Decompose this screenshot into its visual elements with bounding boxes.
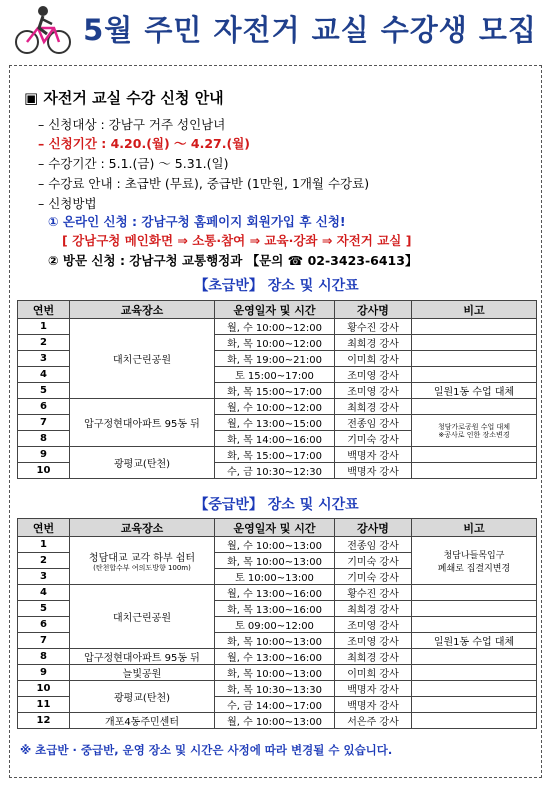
place-cell: 개포4동주민센터 bbox=[70, 713, 215, 729]
remark-cell bbox=[412, 697, 537, 713]
place-cell: 대치근린공원 bbox=[70, 585, 215, 649]
intermediate-table-title: 【중급반】 장소 및 시간표 bbox=[194, 497, 359, 513]
instructor-cell: 조미영 강사 bbox=[335, 633, 412, 649]
schedule-cell: 월, 수 10:00~13:00 bbox=[215, 537, 335, 553]
place-name: 청담대교 교각 하부 쉼터 bbox=[88, 553, 196, 564]
row-no: 10 bbox=[18, 681, 70, 697]
row-no: 8 bbox=[18, 431, 70, 447]
col-place: 교육장소 bbox=[70, 301, 215, 319]
row-no: 7 bbox=[18, 633, 70, 649]
instructor-cell: 이미희 강사 bbox=[335, 351, 412, 367]
instructor-cell: 조미영 강사 bbox=[335, 367, 412, 383]
instructor-cell: 조미영 강사 bbox=[335, 617, 412, 633]
instructor-cell: 최희경 강사 bbox=[335, 335, 412, 351]
instructor-cell: 최희경 강사 bbox=[335, 649, 412, 665]
remark-cell: 일원1동 수업 대체 bbox=[412, 633, 537, 649]
target-line: – 신청대상 : 강남구 거주 성인남녀 bbox=[38, 117, 226, 132]
remark-line: 폐쇄로 집결지변경 bbox=[437, 563, 511, 574]
schedule-cell: 월, 수 10:00~12:00 bbox=[215, 399, 335, 415]
remark-cell bbox=[412, 463, 537, 479]
schedule-cell: 화, 목 15:00~17:00 bbox=[215, 447, 335, 463]
place-cell: 대치근린공원 bbox=[70, 319, 215, 399]
schedule-cell: 화, 목 13:00~16:00 bbox=[215, 601, 335, 617]
col-no: 연번 bbox=[18, 519, 70, 537]
notice-heading: ▣ 자전거 교실 수강 신청 안내 bbox=[24, 89, 224, 107]
schedule-cell: 월, 수 13:00~15:00 bbox=[215, 415, 335, 431]
schedule-cell: 월, 수 13:00~16:00 bbox=[215, 585, 335, 601]
instructor-cell: 조미영 강사 bbox=[335, 383, 412, 399]
instructor-cell: 전종임 강사 bbox=[335, 415, 412, 431]
beginner-table bbox=[17, 300, 537, 479]
row-no: 9 bbox=[18, 447, 70, 463]
instructor-cell: 백명자 강사 bbox=[335, 447, 412, 463]
schedule-cell: 화, 목 19:00~21:00 bbox=[215, 351, 335, 367]
instructor-cell: 최희경 강사 bbox=[335, 399, 412, 415]
table-row bbox=[18, 447, 537, 463]
remark-line: ※공사로 인한 장소변경 bbox=[438, 430, 510, 439]
col-remark: 비고 bbox=[412, 519, 537, 537]
schedule-cell: 토 09:00~12:00 bbox=[215, 617, 335, 633]
remark-cell bbox=[412, 415, 537, 447]
col-schedule: 운영일자 및 시간 bbox=[215, 301, 335, 319]
table-row bbox=[18, 665, 537, 681]
table-header-row bbox=[18, 301, 537, 319]
row-no: 9 bbox=[18, 665, 70, 681]
remark-cell bbox=[412, 585, 537, 601]
remark-cell bbox=[412, 713, 537, 729]
instructor-cell: 서은주 강사 bbox=[335, 713, 412, 729]
row-no: 3 bbox=[18, 569, 70, 585]
row-no: 1 bbox=[18, 537, 70, 553]
row-no: 6 bbox=[18, 617, 70, 633]
page-title: 5월 주민 자전거 교실 수강생 모집 bbox=[83, 13, 537, 47]
remark-cell bbox=[412, 681, 537, 697]
instructor-cell: 이미희 강사 bbox=[335, 665, 412, 681]
schedule-cell: 월, 수 10:00~13:00 bbox=[215, 713, 335, 729]
cyclist-icon bbox=[14, 4, 72, 56]
online-apply-line: ① 온라인 신청 : 강남구청 홈페이지 회원가입 후 신청! bbox=[48, 214, 346, 229]
row-no: 7 bbox=[18, 415, 70, 431]
table-row bbox=[18, 319, 537, 335]
table-row bbox=[18, 681, 537, 697]
schedule-cell: 수, 금 14:00~17:00 bbox=[215, 697, 335, 713]
schedule-cell: 월, 수 10:00~12:00 bbox=[215, 319, 335, 335]
instructor-cell: 기미숙 강사 bbox=[335, 431, 412, 447]
instructor-cell: 최희경 강사 bbox=[335, 601, 412, 617]
schedule-cell: 토 15:00~17:00 bbox=[215, 367, 335, 383]
remark-line: 청담가로공원 수업 대체 bbox=[437, 422, 511, 431]
row-no: 6 bbox=[18, 399, 70, 415]
table-header-row bbox=[18, 519, 537, 537]
instructor-cell: 전종임 강사 bbox=[335, 537, 412, 553]
place-cell: 압구정현대아파트 95동 뒤 bbox=[70, 649, 215, 665]
row-no: 8 bbox=[18, 649, 70, 665]
method-line: – 신청방법 bbox=[38, 196, 97, 211]
schedule-cell: 화, 목 10:00~13:00 bbox=[215, 633, 335, 649]
row-no: 10 bbox=[18, 463, 70, 479]
remark-cell bbox=[412, 601, 537, 617]
schedule-cell: 화, 목 14:00~16:00 bbox=[215, 431, 335, 447]
col-remark: 비고 bbox=[412, 301, 537, 319]
instructor-cell: 기미숙 강사 bbox=[335, 569, 412, 585]
instructor-cell: 백명자 강사 bbox=[335, 463, 412, 479]
row-no: 3 bbox=[18, 351, 70, 367]
schedule-cell: 화, 목 15:00~17:00 bbox=[215, 383, 335, 399]
place-cell: 늘빛공원 bbox=[70, 665, 215, 681]
schedule-cell: 수, 금 10:30~12:30 bbox=[215, 463, 335, 479]
apply-period-line: – 신청기간 : 4.20.(월) ～ 4.27.(월) bbox=[38, 136, 250, 151]
row-no: 5 bbox=[18, 383, 70, 399]
place-cell: 광평교(탄천) bbox=[70, 681, 215, 713]
instructor-cell: 백명자 강사 bbox=[335, 681, 412, 697]
remark-line: 청담나들목입구 bbox=[443, 550, 505, 561]
course-period-line: – 수강기간 : 5.1.(금) ～ 5.31.(일) bbox=[38, 156, 229, 171]
remark-cell bbox=[412, 617, 537, 633]
footer-note: ※ 초급반 · 중급반, 운영 장소 및 시간은 사정에 따라 변경될 수 있습니다. bbox=[20, 743, 393, 757]
table-row bbox=[18, 537, 537, 553]
schedule-cell: 화, 목 10:00~13:00 bbox=[215, 553, 335, 569]
instructor-cell: 백명자 강사 bbox=[335, 697, 412, 713]
col-place: 교육장소 bbox=[70, 519, 215, 537]
remark-cell bbox=[412, 649, 537, 665]
remark-cell bbox=[412, 367, 537, 383]
place-cell: 압구정현대아파트 95동 뒤 bbox=[70, 399, 215, 447]
schedule-cell: 화, 목 10:30~13:30 bbox=[215, 681, 335, 697]
schedule-cell: 화, 목 10:00~12:00 bbox=[215, 335, 335, 351]
schedule-cell: 토 10:00~13:00 bbox=[215, 569, 335, 585]
place-sub: (탄천합수부 여의도방향 100m) bbox=[93, 564, 191, 572]
schedule-cell: 월, 수 13:00~16:00 bbox=[215, 649, 335, 665]
col-instructor: 강사명 bbox=[335, 519, 412, 537]
table-row bbox=[18, 399, 537, 415]
instructor-cell: 황수진 강사 bbox=[335, 319, 412, 335]
remark-cell bbox=[412, 399, 537, 415]
remark-cell bbox=[412, 537, 537, 585]
online-path-line: [ 강남구청 메인화면 ⇒ 소통·참여 ⇒ 교육·강좌 ⇒ 자전거 교실 ] bbox=[62, 233, 412, 248]
col-schedule: 운영일자 및 시간 bbox=[215, 519, 335, 537]
header bbox=[0, 0, 553, 60]
remark-cell: 일원1동 수업 대체 bbox=[412, 383, 537, 399]
schedule-cell: 화, 목 10:00~13:00 bbox=[215, 665, 335, 681]
row-no: 5 bbox=[18, 601, 70, 617]
col-no: 연번 bbox=[18, 301, 70, 319]
table-row bbox=[18, 649, 537, 665]
row-no: 4 bbox=[18, 367, 70, 383]
visit-apply-line: ② 방문 신청 : 강남구청 교통행정과 【문의 ☎ 02-3423-6413】 bbox=[48, 253, 418, 268]
remark-cell bbox=[412, 319, 537, 335]
fee-line: – 수강료 안내 : 초급반 (무료), 중급반 (1만원, 1개월 수강료) bbox=[38, 176, 370, 191]
row-no: 4 bbox=[18, 585, 70, 601]
instructor-cell: 황수진 강사 bbox=[335, 585, 412, 601]
table-row bbox=[18, 713, 537, 729]
instructor-cell: 기미숙 강사 bbox=[335, 553, 412, 569]
remark-cell bbox=[412, 665, 537, 681]
table-row bbox=[18, 585, 537, 601]
beginner-table-title: 【초급반】 장소 및 시간표 bbox=[194, 278, 359, 294]
intermediate-table bbox=[17, 518, 537, 729]
row-no: 11 bbox=[18, 697, 70, 713]
row-no: 12 bbox=[18, 713, 70, 729]
row-no: 2 bbox=[18, 553, 70, 569]
place-cell: 광평교(탄천) bbox=[70, 447, 215, 479]
remark-cell bbox=[412, 335, 537, 351]
remark-cell bbox=[412, 351, 537, 367]
remark-cell bbox=[412, 447, 537, 463]
place-cell bbox=[70, 537, 215, 585]
col-instructor: 강사명 bbox=[335, 301, 412, 319]
row-no: 1 bbox=[18, 319, 70, 335]
row-no: 2 bbox=[18, 335, 70, 351]
